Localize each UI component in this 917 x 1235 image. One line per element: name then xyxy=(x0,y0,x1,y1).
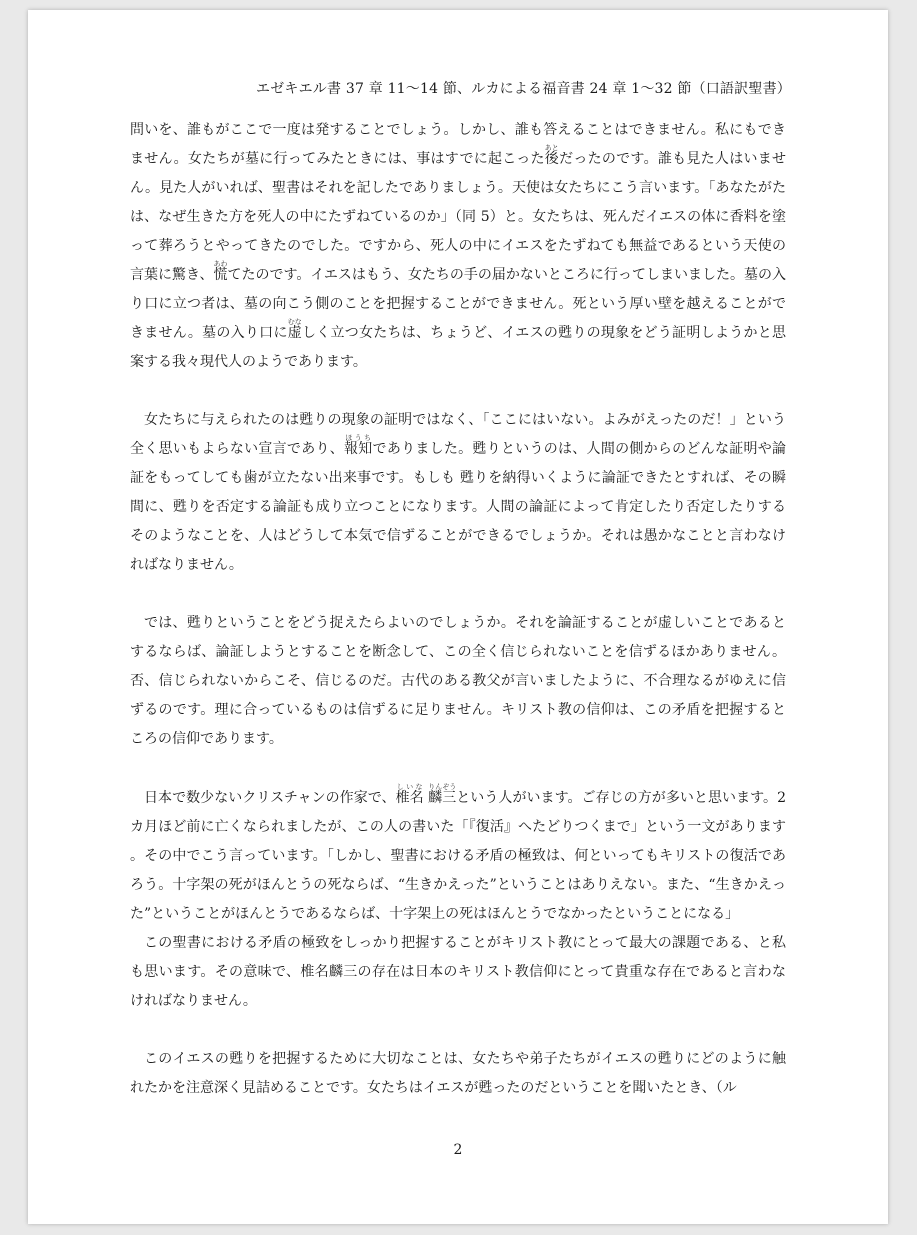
ruby-base: 後 xyxy=(544,151,560,167)
ruby-base: 椎名 xyxy=(395,790,424,806)
sermon-body xyxy=(130,116,786,1103)
paragraph-2 xyxy=(130,406,786,580)
paragraph-3: では、甦りということをどう捉えたらよいのでしょうか。それを論証することが虚しいことであるとするならば、論証しようとすることを断念して、この全く信じられないことを信ずるほかありません。否、信じられないからこそ、信じるのだ。古代のある教父が言いましたように、不合理なるがゆえに信ずるのです。理に合っているものは信ずるに足りません。キリスト教の信仰は、この矛盾を把握するところの信仰であります。 xyxy=(130,615,786,747)
ruby-reading: ほうち xyxy=(344,434,373,442)
text-run: 日本で数少ないクリスチャンの作家で、 xyxy=(144,790,396,806)
scripture-reference-header: エゼキエル書 37 章 11〜14 節、ルカによる福音書 24 章 1〜32 節（口語訳聖書） xyxy=(256,81,791,97)
ruby-base: 慌 xyxy=(213,267,228,283)
text-run: だったのです。誰も見た人はいません。見た人がいれば、聖書はそれを記したでありましょう。天使は女たちにこう言います。「あなたがたは、なぜ生きた方を死人の中にたずねているのか」（同 5）と。女たちは、死んだイエスの体に香料を塗って葬ろうとやってきたのでした。ですから、死人の中にイエスをたずねても無益であるという天使の言葉に驚き、 xyxy=(130,151,786,283)
ruby-reading: むな xyxy=(287,318,302,326)
ruby-reading: あわ xyxy=(213,260,228,268)
paragraph-5: この聖書における矛盾の極致をしっかり把握することがキリスト教にとって最大の課題である、と私も思います。その意味で、椎名麟三の存在は日本のキリスト教信仰にとって貴重な存在であると言わなければなりません。 xyxy=(130,935,786,1009)
paragraph-6: このイエスの甦りを把握するために大切なことは、女たちや弟子たちがイエスの甦りにどのように触れたかを注意深く見詰めることです。女たちはイエスが甦ったのだということを聞いたとき、（ル xyxy=(130,1051,786,1096)
ruby-base: 虚 xyxy=(287,325,302,341)
text-run: 女たちに与えられたのは甦りの現象の証明ではなく、「ここにはいない。よみがえったのだ！」という全く思いもよらない宣言であり、 xyxy=(130,412,786,457)
ruby-reading: しいな xyxy=(395,783,424,791)
ruby-annotation xyxy=(287,318,302,341)
paragraph-1 xyxy=(130,116,786,377)
ruby-reading: あと xyxy=(544,144,559,152)
text-run: 問いを、誰もがここで一度は発することでしょう。しかし、誰も答えることはできません。私にもできません。女たちが墓に行ってみたときには、事はすでに起こった xyxy=(130,122,786,167)
ruby-annotation xyxy=(344,434,373,457)
ruby-base: 報知 xyxy=(344,441,373,457)
text-run: でありました。甦りというのは、人間の側からのどんな証明や論証をもってしても歯が立たない出来事です。もしも 甦りを納得いくように論証できたとすれば、その瞬間に、甦りを否定する論証も成り立つことになります。人間の論証によって肯定したり否定したりするそのようなことを、人はどうして本気で信ずることができるでしょうか。それは愚かなことと言わなければなりません。 xyxy=(130,441,787,573)
text-run: という人がいます。ご存じの方が多いと思います。2 カ月ほど前に亡くなられましたが、この人の書いた「『復活』へたどりつくまで」という一文があります。その中でこう言っています。「しかし、聖書における矛盾の極致は、何といってもキリストの復活であろう。十字架の死がほんとうの死ならば、“生きかえった”ということはありえない。また、“生きかえった”ということがほんとうであるならば、十字架上の死はほんとうでなかったということになる」 xyxy=(130,790,786,922)
ruby-annotation xyxy=(395,783,424,806)
ruby-annotation xyxy=(213,260,228,283)
ruby-annotation xyxy=(544,144,560,167)
page-number: 2 xyxy=(453,1142,463,1158)
paragraph-4 xyxy=(130,783,786,929)
ruby-annotation xyxy=(428,783,457,806)
ruby-base: 麟三 xyxy=(428,790,457,806)
document-page xyxy=(28,10,888,1224)
ruby-reading: りんぞう xyxy=(428,783,457,791)
text-run: しく立つ女たちは、ちょうど、イエスの甦りの現象をどう証明しようかと思案する我々現代人のようであります。 xyxy=(130,325,786,370)
text-run: てたのです。イエスはもう、女たちの手の届かないところに行ってしまいました。墓の入り口に立つ者は、墓の向こう側のことを把握することができません。死という厚い壁を越えることができません。墓の入り口に xyxy=(130,267,786,341)
